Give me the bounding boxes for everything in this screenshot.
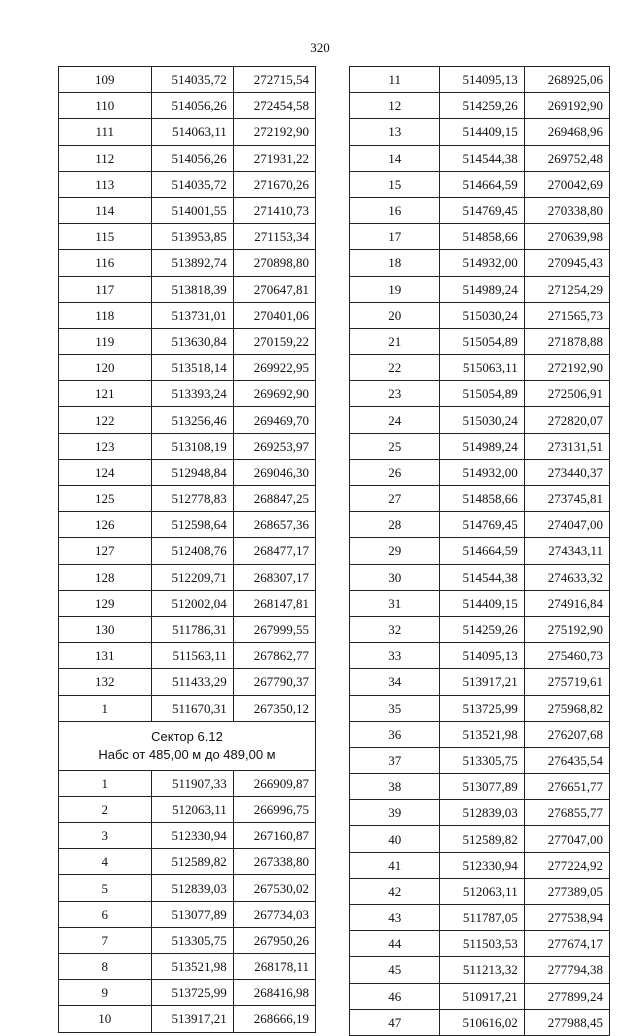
y-coordinate-cell: 274047,00 xyxy=(524,512,609,538)
y-coordinate-cell: 266909,87 xyxy=(233,770,315,796)
x-coordinate-cell: 512330,94 xyxy=(440,852,524,878)
table-row xyxy=(59,145,316,171)
x-coordinate-cell: 513521,98 xyxy=(151,954,233,980)
table-row xyxy=(59,381,316,407)
y-coordinate-cell: 272454,58 xyxy=(233,93,315,119)
x-coordinate-cell: 511907,33 xyxy=(151,770,233,796)
point-number-cell: 132 xyxy=(59,669,152,695)
point-number-cell: 116 xyxy=(59,250,152,276)
y-coordinate-cell: 270647,81 xyxy=(233,276,315,302)
x-coordinate-cell: 514095,13 xyxy=(440,643,524,669)
y-coordinate-cell: 269469,70 xyxy=(233,407,315,433)
point-number-cell: 47 xyxy=(350,1009,440,1035)
point-number-cell: 8 xyxy=(59,954,152,980)
x-coordinate-cell: 515054,89 xyxy=(440,381,524,407)
y-coordinate-cell: 277224,92 xyxy=(524,852,609,878)
table-row xyxy=(350,486,610,512)
x-coordinate-cell: 513725,99 xyxy=(151,980,233,1006)
point-number-cell: 11 xyxy=(350,67,440,93)
x-coordinate-cell: 513818,39 xyxy=(151,276,233,302)
table-row xyxy=(59,980,316,1006)
table-row xyxy=(59,355,316,381)
y-coordinate-cell: 272820,07 xyxy=(524,407,609,433)
y-coordinate-cell: 271878,88 xyxy=(524,328,609,354)
point-number-cell: 27 xyxy=(350,486,440,512)
table-row xyxy=(59,616,316,642)
table-row xyxy=(59,643,316,669)
point-number-cell: 25 xyxy=(350,433,440,459)
table-row xyxy=(59,250,316,276)
x-coordinate-cell: 511563,11 xyxy=(151,643,233,669)
point-number-cell: 125 xyxy=(59,486,152,512)
point-number-cell: 3 xyxy=(59,823,152,849)
table-row xyxy=(350,616,610,642)
point-number-cell: 109 xyxy=(59,67,152,93)
point-number-cell: 34 xyxy=(350,669,440,695)
x-coordinate-cell: 510917,21 xyxy=(440,983,524,1009)
table-row xyxy=(59,695,316,721)
table-row xyxy=(59,512,316,538)
y-coordinate-cell: 271410,73 xyxy=(233,197,315,223)
point-number-cell: 16 xyxy=(350,197,440,223)
y-coordinate-cell: 274633,32 xyxy=(524,564,609,590)
y-coordinate-cell: 268416,98 xyxy=(233,980,315,1006)
y-coordinate-cell: 269752,48 xyxy=(524,145,609,171)
point-number-cell: 35 xyxy=(350,695,440,721)
point-number-cell: 120 xyxy=(59,355,152,381)
y-coordinate-cell: 271254,29 xyxy=(524,276,609,302)
y-coordinate-cell: 270945,43 xyxy=(524,250,609,276)
y-coordinate-cell: 267790,37 xyxy=(233,669,315,695)
y-coordinate-cell: 277988,45 xyxy=(524,1009,609,1035)
x-coordinate-cell: 511503,53 xyxy=(440,931,524,957)
x-coordinate-cell: 515030,24 xyxy=(440,302,524,328)
point-number-cell: 44 xyxy=(350,931,440,957)
x-coordinate-cell: 514259,26 xyxy=(440,93,524,119)
y-coordinate-cell: 267530,02 xyxy=(233,875,315,901)
x-coordinate-cell: 513521,98 xyxy=(440,721,524,747)
x-coordinate-cell: 513731,01 xyxy=(151,302,233,328)
table-row xyxy=(350,119,610,145)
x-coordinate-cell: 514259,26 xyxy=(440,616,524,642)
table-row xyxy=(350,433,610,459)
y-coordinate-cell: 277674,17 xyxy=(524,931,609,957)
x-coordinate-cell: 513725,99 xyxy=(440,695,524,721)
table-row xyxy=(350,800,610,826)
x-coordinate-cell: 514769,45 xyxy=(440,197,524,223)
y-coordinate-cell: 273440,37 xyxy=(524,459,609,485)
x-coordinate-cell: 510616,02 xyxy=(440,1009,524,1035)
y-coordinate-cell: 270639,98 xyxy=(524,224,609,250)
x-coordinate-cell: 514095,13 xyxy=(440,67,524,93)
point-number-cell: 40 xyxy=(350,826,440,852)
table-row xyxy=(59,433,316,459)
table-row xyxy=(350,983,610,1009)
coordinates-table-left xyxy=(58,66,316,1033)
table-row xyxy=(350,407,610,433)
x-coordinate-cell: 513108,19 xyxy=(151,433,233,459)
y-coordinate-cell: 277899,24 xyxy=(524,983,609,1009)
y-coordinate-cell: 269253,97 xyxy=(233,433,315,459)
table-row xyxy=(350,197,610,223)
y-coordinate-cell: 272715,54 xyxy=(233,67,315,93)
x-coordinate-cell: 513305,75 xyxy=(151,927,233,953)
point-number-cell: 12 xyxy=(350,93,440,119)
sector-header xyxy=(59,721,316,770)
x-coordinate-cell: 513077,89 xyxy=(151,901,233,927)
y-coordinate-cell: 267350,12 xyxy=(233,695,315,721)
x-coordinate-cell: 514932,00 xyxy=(440,250,524,276)
point-number-cell: 43 xyxy=(350,905,440,931)
point-number-cell: 18 xyxy=(350,250,440,276)
x-coordinate-cell: 513917,21 xyxy=(151,1006,233,1032)
table-row xyxy=(59,486,316,512)
table-row xyxy=(350,852,610,878)
y-coordinate-cell: 268925,06 xyxy=(524,67,609,93)
table-row xyxy=(59,328,316,354)
point-number-cell: 22 xyxy=(350,355,440,381)
y-coordinate-cell: 269046,30 xyxy=(233,459,315,485)
x-coordinate-cell: 513393,24 xyxy=(151,381,233,407)
point-number-cell: 9 xyxy=(59,980,152,1006)
y-coordinate-cell: 267734,03 xyxy=(233,901,315,927)
y-coordinate-cell: 276435,54 xyxy=(524,747,609,773)
y-coordinate-cell: 268847,25 xyxy=(233,486,315,512)
y-coordinate-cell: 269192,90 xyxy=(524,93,609,119)
point-number-cell: 45 xyxy=(350,957,440,983)
y-coordinate-cell: 277047,00 xyxy=(524,826,609,852)
x-coordinate-cell: 512063,11 xyxy=(151,796,233,822)
point-number-cell: 130 xyxy=(59,616,152,642)
x-coordinate-cell: 512408,76 xyxy=(151,538,233,564)
point-number-cell: 42 xyxy=(350,878,440,904)
table-row xyxy=(59,224,316,250)
x-coordinate-cell: 512063,11 xyxy=(440,878,524,904)
point-number-cell: 122 xyxy=(59,407,152,433)
point-number-cell: 46 xyxy=(350,983,440,1009)
x-coordinate-cell: 513518,14 xyxy=(151,355,233,381)
point-number-cell: 26 xyxy=(350,459,440,485)
table-row xyxy=(59,93,316,119)
x-coordinate-cell: 514664,59 xyxy=(440,538,524,564)
y-coordinate-cell: 271565,73 xyxy=(524,302,609,328)
point-number-cell: 31 xyxy=(350,590,440,616)
table-row xyxy=(350,564,610,590)
point-number-cell: 2 xyxy=(59,796,152,822)
y-coordinate-cell: 269922,95 xyxy=(233,355,315,381)
x-coordinate-cell: 515054,89 xyxy=(440,328,524,354)
x-coordinate-cell: 514932,00 xyxy=(440,459,524,485)
x-coordinate-cell: 514063,11 xyxy=(151,119,233,145)
x-coordinate-cell: 514035,72 xyxy=(151,171,233,197)
point-number-cell: 36 xyxy=(350,721,440,747)
table-row xyxy=(350,355,610,381)
table-row xyxy=(59,669,316,695)
table-row xyxy=(59,407,316,433)
y-coordinate-cell: 267950,26 xyxy=(233,927,315,953)
table-row xyxy=(350,695,610,721)
point-number-cell: 118 xyxy=(59,302,152,328)
point-number-cell: 15 xyxy=(350,171,440,197)
point-number-cell: 4 xyxy=(59,849,152,875)
point-number-cell: 32 xyxy=(350,616,440,642)
x-coordinate-cell: 513630,84 xyxy=(151,328,233,354)
point-number-cell: 10 xyxy=(59,1006,152,1032)
point-number-cell: 33 xyxy=(350,643,440,669)
point-number-cell: 41 xyxy=(350,852,440,878)
y-coordinate-cell: 277389,05 xyxy=(524,878,609,904)
point-number-cell: 1 xyxy=(59,695,152,721)
point-number-cell: 28 xyxy=(350,512,440,538)
x-coordinate-cell: 511433,29 xyxy=(151,669,233,695)
x-coordinate-cell: 512598,64 xyxy=(151,512,233,538)
x-coordinate-cell: 512589,82 xyxy=(440,826,524,852)
table-row xyxy=(59,849,316,875)
x-coordinate-cell: 514035,72 xyxy=(151,67,233,93)
table-row xyxy=(59,197,316,223)
y-coordinate-cell: 276207,68 xyxy=(524,721,609,747)
y-coordinate-cell: 268657,36 xyxy=(233,512,315,538)
point-number-cell: 14 xyxy=(350,145,440,171)
x-coordinate-cell: 513892,74 xyxy=(151,250,233,276)
point-number-cell: 24 xyxy=(350,407,440,433)
x-coordinate-cell: 515030,24 xyxy=(440,407,524,433)
table-row xyxy=(350,381,610,407)
table-row xyxy=(350,538,610,564)
y-coordinate-cell: 277794,38 xyxy=(524,957,609,983)
table-row xyxy=(350,905,610,931)
x-coordinate-cell: 512209,71 xyxy=(151,564,233,590)
x-coordinate-cell: 511670,31 xyxy=(151,695,233,721)
table-row xyxy=(59,276,316,302)
y-coordinate-cell: 267862,77 xyxy=(233,643,315,669)
point-number-cell: 129 xyxy=(59,590,152,616)
table-row xyxy=(350,774,610,800)
y-coordinate-cell: 275719,61 xyxy=(524,669,609,695)
table-row xyxy=(350,145,610,171)
table-row xyxy=(350,512,610,538)
y-coordinate-cell: 270338,80 xyxy=(524,197,609,223)
point-number-cell: 111 xyxy=(59,119,152,145)
point-number-cell: 124 xyxy=(59,459,152,485)
x-coordinate-cell: 512002,04 xyxy=(151,590,233,616)
point-number-cell: 38 xyxy=(350,774,440,800)
table-row xyxy=(59,459,316,485)
x-coordinate-cell: 512948,84 xyxy=(151,459,233,485)
y-coordinate-cell: 271931,22 xyxy=(233,145,315,171)
x-coordinate-cell: 514409,15 xyxy=(440,119,524,145)
table-row xyxy=(59,823,316,849)
x-coordinate-cell: 512839,03 xyxy=(440,800,524,826)
table-row xyxy=(350,721,610,747)
y-coordinate-cell: 275460,73 xyxy=(524,643,609,669)
x-coordinate-cell: 514989,24 xyxy=(440,433,524,459)
sector-title: Сектор 6.12 xyxy=(151,728,223,744)
x-coordinate-cell: 513256,46 xyxy=(151,407,233,433)
x-coordinate-cell: 514056,26 xyxy=(151,145,233,171)
table-row xyxy=(350,171,610,197)
table-row xyxy=(59,302,316,328)
table-row xyxy=(350,931,610,957)
y-coordinate-cell: 273745,81 xyxy=(524,486,609,512)
point-number-cell: 1 xyxy=(59,770,152,796)
point-number-cell: 114 xyxy=(59,197,152,223)
table-row xyxy=(59,538,316,564)
y-coordinate-cell: 270898,80 xyxy=(233,250,315,276)
table-row xyxy=(59,875,316,901)
point-number-cell: 30 xyxy=(350,564,440,590)
point-number-cell: 19 xyxy=(350,276,440,302)
point-number-cell: 39 xyxy=(350,800,440,826)
point-number-cell: 23 xyxy=(350,381,440,407)
page-number: 320 xyxy=(310,40,330,55)
y-coordinate-cell: 270401,06 xyxy=(233,302,315,328)
x-coordinate-cell: 514989,24 xyxy=(440,276,524,302)
y-coordinate-cell: 268307,17 xyxy=(233,564,315,590)
table-row xyxy=(350,67,610,93)
point-number-cell: 6 xyxy=(59,901,152,927)
table-row xyxy=(59,171,316,197)
table-row xyxy=(350,1009,610,1035)
point-number-cell: 117 xyxy=(59,276,152,302)
x-coordinate-cell: 514858,66 xyxy=(440,486,524,512)
table-row xyxy=(59,954,316,980)
x-coordinate-cell: 514544,38 xyxy=(440,145,524,171)
table-row xyxy=(350,459,610,485)
point-number-cell: 17 xyxy=(350,224,440,250)
point-number-cell: 128 xyxy=(59,564,152,590)
point-number-cell: 37 xyxy=(350,747,440,773)
table-row xyxy=(350,957,610,983)
y-coordinate-cell: 268178,11 xyxy=(233,954,315,980)
point-number-cell: 21 xyxy=(350,328,440,354)
y-coordinate-cell: 276855,77 xyxy=(524,800,609,826)
table-row xyxy=(350,224,610,250)
point-number-cell: 13 xyxy=(350,119,440,145)
table-row xyxy=(59,590,316,616)
table-row xyxy=(350,328,610,354)
sector-header-row xyxy=(59,721,316,770)
point-number-cell: 7 xyxy=(59,927,152,953)
y-coordinate-cell: 269468,96 xyxy=(524,119,609,145)
y-coordinate-cell: 272192,90 xyxy=(524,355,609,381)
table-row xyxy=(350,302,610,328)
table-row xyxy=(59,119,316,145)
x-coordinate-cell: 513917,21 xyxy=(440,669,524,695)
point-number-cell: 123 xyxy=(59,433,152,459)
point-number-cell: 110 xyxy=(59,93,152,119)
x-coordinate-cell: 511786,31 xyxy=(151,616,233,642)
y-coordinate-cell: 267999,55 xyxy=(233,616,315,642)
x-coordinate-cell: 514769,45 xyxy=(440,512,524,538)
table-row xyxy=(59,770,316,796)
x-coordinate-cell: 511213,32 xyxy=(440,957,524,983)
table-row xyxy=(350,747,610,773)
x-coordinate-cell: 512330,94 xyxy=(151,823,233,849)
y-coordinate-cell: 276651,77 xyxy=(524,774,609,800)
x-coordinate-cell: 513077,89 xyxy=(440,774,524,800)
point-number-cell: 115 xyxy=(59,224,152,250)
x-coordinate-cell: 512839,03 xyxy=(151,875,233,901)
table-row xyxy=(350,93,610,119)
point-number-cell: 112 xyxy=(59,145,152,171)
point-number-cell: 121 xyxy=(59,381,152,407)
table-row xyxy=(59,564,316,590)
table-row xyxy=(350,643,610,669)
x-coordinate-cell: 514544,38 xyxy=(440,564,524,590)
coordinates-table-right xyxy=(349,66,610,1036)
point-number-cell: 113 xyxy=(59,171,152,197)
y-coordinate-cell: 275968,82 xyxy=(524,695,609,721)
table-row xyxy=(59,901,316,927)
point-number-cell: 20 xyxy=(350,302,440,328)
table-row xyxy=(59,927,316,953)
y-coordinate-cell: 271153,34 xyxy=(233,224,315,250)
table-row xyxy=(59,1006,316,1032)
y-coordinate-cell: 268666,19 xyxy=(233,1006,315,1032)
point-number-cell: 119 xyxy=(59,328,152,354)
table-row xyxy=(350,250,610,276)
y-coordinate-cell: 269692,90 xyxy=(233,381,315,407)
point-number-cell: 127 xyxy=(59,538,152,564)
point-number-cell: 29 xyxy=(350,538,440,564)
y-coordinate-cell: 273131,51 xyxy=(524,433,609,459)
table-row xyxy=(350,276,610,302)
y-coordinate-cell: 266996,75 xyxy=(233,796,315,822)
x-coordinate-cell: 511787,05 xyxy=(440,905,524,931)
table-row xyxy=(350,826,610,852)
y-coordinate-cell: 270159,22 xyxy=(233,328,315,354)
x-coordinate-cell: 515063,11 xyxy=(440,355,524,381)
sector-subtitle: Набс от 485,00 м до 489,00 м xyxy=(98,746,276,762)
x-coordinate-cell: 514409,15 xyxy=(440,590,524,616)
point-number-cell: 131 xyxy=(59,643,152,669)
x-coordinate-cell: 514056,26 xyxy=(151,93,233,119)
table-row xyxy=(350,669,610,695)
y-coordinate-cell: 272192,90 xyxy=(233,119,315,145)
y-coordinate-cell: 270042,69 xyxy=(524,171,609,197)
y-coordinate-cell: 274916,84 xyxy=(524,590,609,616)
x-coordinate-cell: 512778,83 xyxy=(151,486,233,512)
table-row xyxy=(59,796,316,822)
y-coordinate-cell: 274343,11 xyxy=(524,538,609,564)
x-coordinate-cell: 514001,55 xyxy=(151,197,233,223)
y-coordinate-cell: 271670,26 xyxy=(233,171,315,197)
y-coordinate-cell: 272506,91 xyxy=(524,381,609,407)
point-number-cell: 5 xyxy=(59,875,152,901)
y-coordinate-cell: 275192,90 xyxy=(524,616,609,642)
point-number-cell: 126 xyxy=(59,512,152,538)
y-coordinate-cell: 267160,87 xyxy=(233,823,315,849)
table-row xyxy=(59,67,316,93)
y-coordinate-cell: 267338,80 xyxy=(233,849,315,875)
x-coordinate-cell: 513953,85 xyxy=(151,224,233,250)
x-coordinate-cell: 513305,75 xyxy=(440,747,524,773)
table-row xyxy=(350,878,610,904)
y-coordinate-cell: 268477,17 xyxy=(233,538,315,564)
x-coordinate-cell: 514858,66 xyxy=(440,224,524,250)
x-coordinate-cell: 512589,82 xyxy=(151,849,233,875)
table-row xyxy=(350,590,610,616)
y-coordinate-cell: 277538,94 xyxy=(524,905,609,931)
y-coordinate-cell: 268147,81 xyxy=(233,590,315,616)
x-coordinate-cell: 514664,59 xyxy=(440,171,524,197)
